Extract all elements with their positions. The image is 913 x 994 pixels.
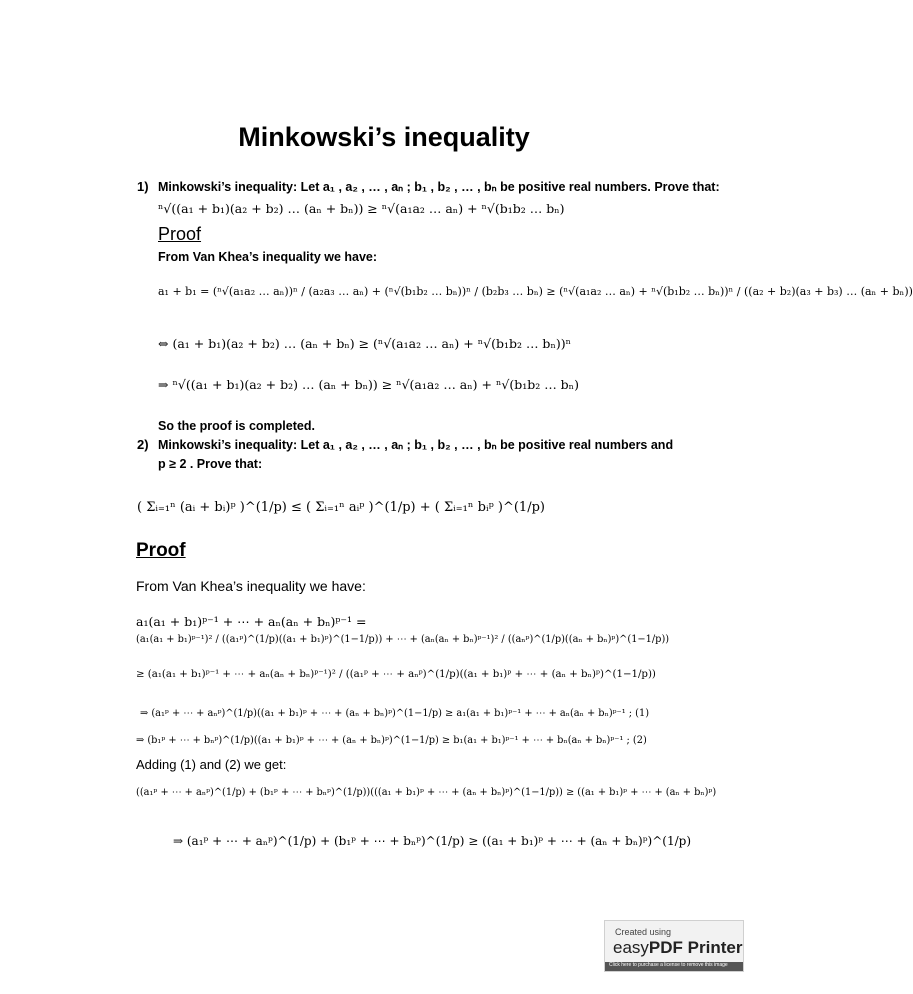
proof-1-line-1: a₁ + b₁ = (ⁿ√(a₁a₂ … aₙ))ⁿ / (a₂a₃ … aₙ) + (ⁿ√(b₁b₂ … bₙ))ⁿ / (b₂b₃ … bₙ) ≥ (ⁿ√(a₁a₂ … aₙ) + ⁿ√(b₁b₂ … bₙ))ⁿ / ((a₂ + b₂)(a₃ + b₃) … (aₙ + bₙ)) — [158, 285, 913, 298]
proof-2-line-4: ⇒ (b₁ᵖ + ⋯ + bₙᵖ)^(1/p)((a₁ + b₁)ᵖ + ⋯ + (aₙ + bₙ)ᵖ)^(1−1/p) ≥ b₁(a₁ + b₁)ᵖ⁻¹ + ⋯ + bₙ(aₙ + bₙ)ᵖ⁻¹ ; (2) — [136, 735, 647, 746]
problem-1-statement: Minkowski’s inequality: Let a₁ , a₂ , … , aₙ ; b₁ , b₂ , … , bₙ be positive real numbers. Prove that: — [158, 180, 720, 194]
badge-footer-link[interactable]: Click here to purchase a license to remove this image — [609, 962, 728, 968]
proof-2-line-5: ((a₁ᵖ + ⋯ + aₙᵖ)^(1/p) + (b₁ᵖ + ⋯ + bₙᵖ)^(1/p))(((a₁ + b₁)ᵖ + ⋯ + (aₙ + bₙ)ᵖ)^(1−1/p)) ≥ ((a₁ + b₁)ᵖ + ⋯ + (aₙ + bₙ)ᵖ) — [136, 787, 717, 798]
problem-1-formula: ⁿ√((a₁ + b₁)(a₂ + b₂) … (aₙ + bₙ)) ≥ ⁿ√(a₁a₂ … aₙ) + ⁿ√(b₁b₂ … bₙ) — [158, 201, 565, 216]
problem-2-formula: ( Σᵢ₌₁ⁿ (aᵢ + bᵢ)ᵖ )^(1/p) ≤ ( Σᵢ₌₁ⁿ aᵢᵖ )^(1/p) + ( Σᵢ₌₁ⁿ bᵢᵖ )^(1/p) — [137, 500, 545, 515]
proof-1-conclusion: So the proof is completed. — [158, 419, 315, 433]
problem-2-statement: Minkowski’s inequality: Let a₁ , a₂ , … , aₙ ; b₁ , b₂ , … , bₙ be positive real numbers and — [158, 438, 674, 452]
proof-1-line-2: ⇔ (a₁ + b₁)(a₂ + b₂) … (aₙ + bₙ) ≥ (ⁿ√(a₁a₂ … aₙ) + ⁿ√(b₁b₂ … bₙ))ⁿ — [158, 336, 572, 351]
proof-1-line-3: ⇒ ⁿ√((a₁ + b₁)(a₂ + b₂) … (aₙ + bₙ)) ≥ ⁿ√(a₁a₂ … aₙ) + ⁿ√(b₁b₂ … bₙ) — [158, 377, 579, 392]
badge-brand-bold: PDF Printer — [648, 938, 743, 957]
badge-brand-light: easy — [613, 938, 649, 957]
proof-2-line-1b: (a₁(a₁ + b₁)ᵖ⁻¹)² / ((a₁ᵖ)^(1/p)((a₁ + b₁)ᵖ)^(1−1/p)) + ⋯ + (aₙ(aₙ + bₙ)ᵖ⁻¹)² / ((aₙᵖ)^(1/p)((aₙ + bₙ)ᵖ)^(1−1/p)) — [136, 634, 670, 645]
proof-2-line-1a: a₁(a₁ + b₁)ᵖ⁻¹ + ⋯ + aₙ(aₙ + bₙ)ᵖ⁻¹ = — [136, 614, 367, 629]
proof-2-line-2: ≥ (a₁(a₁ + b₁)ᵖ⁻¹ + ⋯ + aₙ(aₙ + bₙ)ᵖ⁻¹)² / ((a₁ᵖ + ⋯ + aₙᵖ)^(1/p)((a₁ + b₁)ᵖ + ⋯ + (aₙ + bₙ)ᵖ)^(1−1/p)) — [136, 669, 656, 680]
problem-2-statement-cont: p ≥ 2 . Prove that: — [158, 457, 263, 471]
proof-2-line-6: ⇒ (a₁ᵖ + ⋯ + aₙᵖ)^(1/p) + (b₁ᵖ + ⋯ + bₙᵖ)^(1/p) ≥ ((a₁ + b₁)ᵖ + ⋯ + (aₙ + bₙ)ᵖ)^(1/p) — [173, 834, 691, 848]
proof-1-heading: Proof — [158, 224, 202, 244]
proof-2-line-3: ⇒ (a₁ᵖ + ⋯ + aₙᵖ)^(1/p)((a₁ + b₁)ᵖ + ⋯ + (aₙ + bₙ)ᵖ)^(1−1/p) ≥ a₁(a₁ + b₁)ᵖ⁻¹ + ⋯ + aₙ(aₙ + bₙ)ᵖ⁻¹ ; (1) — [140, 708, 650, 719]
badge-brand — [613, 938, 742, 958]
problem-1-number: 1) — [137, 179, 149, 194]
proof-1-intro: From Van Khea’s inequality we have: — [158, 250, 378, 264]
badge-created-label: Created using — [615, 927, 672, 937]
badge-footer-bar[interactable] — [605, 962, 743, 971]
proof-2-adding: Adding (1) and (2) we get: — [136, 757, 287, 772]
page-title: Minkowski’s inequality — [238, 122, 530, 152]
easypdf-printer-badge[interactable] — [604, 920, 744, 972]
proof-2-intro: From Van Khea’s inequality we have: — [136, 578, 366, 594]
problem-2-number: 2) — [137, 437, 149, 452]
proof-2-heading: Proof — [136, 540, 186, 561]
